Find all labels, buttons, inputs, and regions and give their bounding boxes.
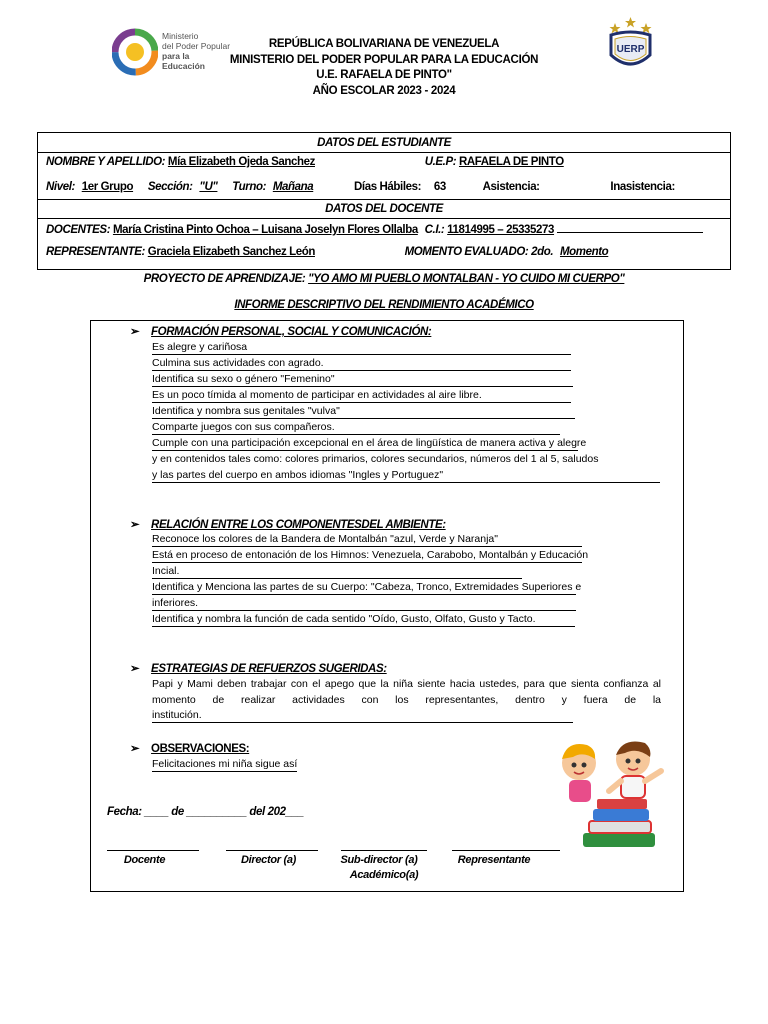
student-data-table [37, 132, 731, 270]
arrow-bullet-icon: ➢ [130, 326, 140, 338]
momento-label: MOMENTO EVALUADO: 2do. [404, 246, 554, 258]
teacher-section-title: DATOS DEL DOCENTE [325, 203, 443, 215]
arrow-bullet-icon: ➢ [130, 663, 140, 675]
representative-row [46, 246, 738, 258]
relacion-line-5: inferiores. [152, 597, 576, 611]
formacion-line-2: Culmina sus actividades con agrado. [152, 357, 571, 371]
project-line [0, 273, 768, 285]
relacion-title-text: RELACIÓN ENTRE LOS COMPONENTESDEL AMBIENTE: [151, 519, 446, 531]
header-line-1: REPÚBLICA BOLIVARIANA DE VENEZUELA [268, 38, 500, 50]
formacion-line-8: y en contenidos tales como: colores primarios, colores secundarios, números del 1 al 5, saludos [152, 453, 599, 465]
formacion-line-9: y las partes del cuerpo en ambos idiomas "Ingles y Portuguez" [152, 469, 660, 483]
turno-label: Turno: [232, 181, 267, 193]
ci-value: 11814995 – 25335273 [447, 224, 555, 236]
teacher-row [46, 222, 738, 236]
divider [38, 152, 730, 153]
uep-value: RAFAELA DE PINTO [458, 156, 564, 168]
estrategias-line-1: Papi y Mami deben trabajar con el apego que la niña siente hacia ustedes, para que sienta confianza al [152, 678, 661, 690]
director-signature-line [226, 850, 318, 851]
relacion-title [130, 517, 446, 531]
formacion-title [130, 324, 431, 338]
nivel-value: 1er Grupo [81, 181, 134, 193]
docente-label: Docente [123, 854, 166, 866]
arrow-bullet-icon: ➢ [130, 519, 140, 531]
representante-label: Representante [457, 854, 531, 866]
header-line-2: MINISTERIO DEL PODER POPULAR PARA LA EDUCACIÓN [229, 54, 539, 66]
report-title: INFORME DESCRIPTIVO DEL RENDIMIENTO ACADÉMICO [234, 299, 534, 311]
formacion-line-1: Es alegre y cariñosa [152, 341, 571, 355]
relacion-line-3: Incial. [152, 565, 522, 579]
formacion-line-6: Comparte juegos con sus compañeros. [152, 421, 560, 435]
project-label: PROYECTO DE APRENDIZAJE: [143, 273, 306, 285]
children-books-icon [553, 735, 673, 855]
relacion-line-6: Identifica y nombra la función de cada sentido "Oído, Gusto, Olfato, Gusto y Tacto. [152, 613, 575, 627]
ci-label: C.I.: [424, 224, 445, 236]
docente-signature-line [107, 850, 199, 851]
subdirector-label: Sub-director (a) [340, 854, 418, 866]
subdirector-signature-line [341, 850, 427, 851]
ministry-logo-line-2: del Poder Popular [162, 41, 231, 51]
arrow-bullet-icon: ➢ [130, 743, 140, 755]
estrategias-line-2: momento de realizar actividades con los representantes, dentro y fuera de la [152, 694, 661, 706]
relacion-line-4: Identifica y Menciona las partes de su Cuerpo: "Cabeza, Tronco, Extremidades Superiores e [152, 581, 582, 593]
inasistencia-label: Inasistencia: [610, 181, 675, 193]
observaciones-line-1: Felicitaciones mi niña sigue así [152, 758, 298, 770]
docentes-label: DOCENTES: [46, 224, 111, 236]
uep-label: U.E.P: [424, 156, 457, 168]
header-line-3: U.E. RAFAELA DE PINTO" [316, 69, 452, 81]
relacion-line-1: Reconoce los colores de la Bandera de Montalbán "azul, Verde y Naranja" [152, 533, 582, 547]
observaciones-title-text: OBSERVACIONES: [151, 743, 250, 755]
fecha-line: Fecha: ____ de __________ del 202___ [107, 806, 304, 818]
asistencia-label: Asistencia: [482, 181, 540, 193]
school-logo-text: UERP [616, 44, 645, 55]
formacion-line-4: Es un poco tímida al momento de participar en actividades al aire libre. [152, 389, 571, 403]
subdirector-label-2: Académico(a) [349, 869, 419, 881]
estrategias-line-3: institución. [152, 709, 573, 723]
name-label: NOMBRE Y APELLIDO: [46, 156, 166, 168]
momento-value: Momento [559, 246, 609, 258]
name-value: Mía Elizabeth Ojeda Sanchez [167, 156, 315, 168]
estrategias-title [130, 661, 387, 675]
project-value: "YO AMO MI PUEBLO MONTALBAN - YO CUIDO MI CUERPO" [308, 273, 625, 285]
estrategias-title-text: ESTRATEGIAS DE REFUERZOS SUGERIDAS: [151, 663, 387, 675]
representante-signature-line [452, 850, 560, 851]
formacion-line-5: Identifica y nombra sus genitales "vulva" [152, 405, 575, 419]
director-label: Director (a) [240, 854, 297, 866]
school-logo [603, 15, 658, 75]
ministry-logo-line-1: Ministerio [162, 31, 199, 41]
turno-value: Mañana [272, 181, 314, 193]
seccion-label: Sección: [147, 181, 193, 193]
student-section-title: DATOS DEL ESTUDIANTE [317, 137, 451, 149]
children-reading-illustration [553, 735, 673, 855]
formacion-line-3: Identifica su sexo o género "Femenino" [152, 373, 573, 387]
school-shield-icon [603, 15, 658, 75]
header-line-4: AÑO ESCOLAR 2023 - 2024 [312, 85, 456, 97]
formacion-line-7: Cumple con una participación excepcional en el área de lingüística de manera activa y alegre [152, 437, 587, 449]
seccion-value: "U" [199, 181, 218, 193]
representante-value: Graciela Elizabeth Sanchez León [147, 246, 315, 258]
representante-label: REPRESENTANTE: [46, 246, 145, 258]
student-level-row [46, 181, 738, 193]
docentes-value: María Cristina Pinto Ochoa – Luisana Joselyn Flores Ollalba [112, 224, 418, 236]
relacion-line-2: Está en proceso de entonación de los Himnos: Venezuela, Carabobo, Montalbán y Educación [152, 549, 589, 561]
ministry-logo-line-3: para la Educación [162, 51, 205, 71]
dias-label: Días Hábiles: [354, 181, 422, 193]
divider [38, 218, 730, 219]
ci-fill-line [557, 222, 703, 233]
formacion-title-text: FORMACIÓN PERSONAL, SOCIAL Y COMUNICACIÓN: [151, 326, 432, 338]
nivel-label: Nivel: [46, 181, 75, 193]
divider [38, 199, 730, 200]
observaciones-title [130, 741, 249, 755]
student-name-row [46, 156, 738, 168]
dias-value: 63 [433, 181, 446, 193]
